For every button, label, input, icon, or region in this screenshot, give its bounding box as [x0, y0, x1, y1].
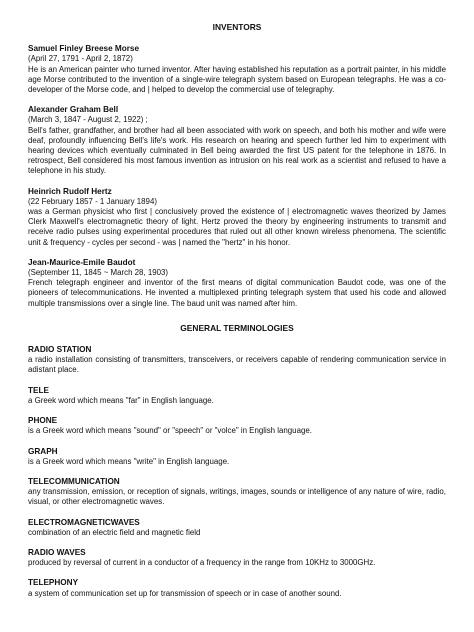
inventor-bio: was a German physicist who first | conclusively proved the existence of | electromagnetic waves theorized by James Clerk Maxwell's electromagnetic theory of light. Hertz proved the theory by engineering instruments to transmit and receive radio pulses using experimental procedures that ruled out all other known wireless phenomena. The scientific unit & frequency - cycles per second - was | named the "hertz" in his honor. — [28, 207, 446, 247]
term-entry — [28, 477, 446, 508]
term-definition: any transmission, emission, or reception of signals, writings, images, sounds or intelligence of any nature of wire, radio, visual, or other electromagnetic waves. — [28, 487, 446, 507]
term-name: GRAPH — [28, 446, 58, 456]
term-definition: is a Greek word which means "sound" or "speech" or "volce" in English language. — [28, 426, 312, 436]
terminologies-list — [28, 345, 446, 599]
inventor-name: Heinrich Rudolf Hertz — [28, 186, 112, 196]
inventor-name: Alexander Graham Bell — [28, 105, 119, 115]
term-definition: produced by reversal of current in a conductor of a frequency in the range from 10KHz to 3000GHz. — [28, 558, 376, 568]
term-entry — [28, 345, 446, 376]
term-definition: a system of communication set up for transmission of speech or in case of another sound. — [28, 588, 342, 598]
inventor-dates: (March 3, 1847 - August 2, 1922) ; — [28, 115, 148, 125]
term-name: RADIO STATION — [28, 345, 92, 355]
term-definition: a radio installation consisting of transmitters, transceivers, or receivers capable of rendering communication service in adistant place. — [28, 355, 446, 375]
term-definition: is a Greek word which means "write" in English language. — [28, 456, 230, 466]
inventors-heading: INVENTORS — [212, 22, 262, 32]
inventors-list — [28, 44, 446, 309]
inventor-name: Jean-Maurice-Emile Baudot — [28, 257, 136, 267]
term-name: ELECTROMAGNETICWAVES — [28, 517, 140, 527]
term-entry — [28, 578, 446, 598]
inventor-entry — [28, 44, 446, 95]
inventor-dates: (22 February 1857 - 1 January 1894) — [28, 196, 157, 206]
term-name: TELE — [28, 385, 49, 395]
inventor-bio: He is an American painter who turned inventor. After having established his reputation as a portrait painter, in his middle age Morse contributed to the invention of a single-wire telegraph system based on European telegraphs. He was a co-developer of the Morse code, and | helped to develop the commercial use of telegraphy. — [28, 64, 446, 95]
term-name: RADIO WAVES — [28, 547, 86, 557]
term-definition: combination of an electric field and magnetic field — [28, 527, 201, 537]
term-name: PHONE — [28, 416, 58, 426]
inventor-name: Samuel Finley Breese Morse — [28, 44, 140, 54]
term-definition: a Greek word which means "far" in English language. — [28, 395, 214, 405]
inventor-dates: (September 11, 1845 ~ March 28, 1903) — [28, 268, 168, 278]
inventor-bio: Bell's father, grandfather, and brother had all been associated with work on speech, and both his mother and wife were deaf, profoundly influencing Bell's life's work. His research on hearing and speech further led him to experiment with hearing devices which eventually culminated in Bell being awarded the first US patent for the telephone in 1876. In retrospect, Bell considered his most famous invention as intrusion on his real work as a scientist and refused to have a telephone in his study. — [28, 125, 446, 176]
inventor-entry — [28, 105, 446, 176]
inventor-bio: French telegraph engineer and inventor of the first means of digital communication Baudot code, was one of the pioneers of telecommunications. He invented a multiplexed printing telegraph system that used his code and allowed multiple transmissions over a single line. The baud unit was named after him. — [28, 278, 446, 308]
term-name: TELEPHONY — [28, 578, 79, 588]
term-entry — [28, 416, 446, 436]
inventor-dates: (April 27, 1791 - April 2, 1872) — [28, 54, 133, 64]
terminologies-heading: GENERAL TERMINOLOGIES — [180, 322, 294, 333]
term-name: TELECOMMUNICATION — [28, 476, 120, 486]
inventor-entry — [28, 187, 446, 248]
term-entry — [28, 548, 446, 568]
term-entry — [28, 447, 446, 467]
inventor-entry — [28, 258, 446, 309]
term-entry — [28, 518, 446, 538]
term-entry — [28, 386, 446, 406]
